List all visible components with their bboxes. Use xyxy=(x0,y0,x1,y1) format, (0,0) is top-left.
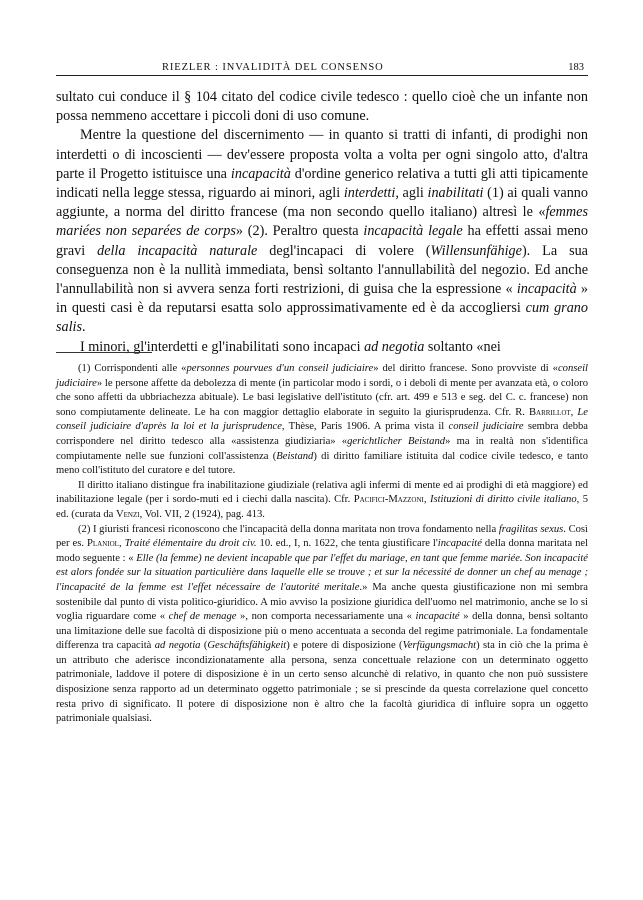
footnote-1-continued: Il diritto italiano distingue fra inabilitazione giudiziale (relativa agli infermi di mente ed ai prodighi di età maggiore) ed inabilitazione legale (per i sordo-muti ed i ciechi dalla nascita). Cfr. Pacifici-Mazzoni, Istituzioni di diritto civile italiano, 5 ed. (curata da Venzi, Vol. VII, 2 (1924), pag. 413. xyxy=(56,479,589,520)
paragraph-1: sultato cui conduce il § 104 citato del codice civile tedesco : quello cioè che un infante non possa nemmeno accettare i piccoli doni di uso comune. xyxy=(56,89,588,125)
footnote-1: (1) Corrispondenti alle «personnes pourvues d'un conseil judiciaire» del diritto francese. Sono provviste di «conseil judiciaire» le persone affette da debolezza di mente (in particolar modo i sordi, o i deboli di mente per avanzata età, o coloro che sono affetti da ubbriachezza abituale). Le basi legislative dell'istituto (cfr. art. 499 e 513 e seg. del C. c. francese) non sono compiutamente delineate. Le ha con maggior dettaglio elaborate in seguito la giurisprudenza. Cfr. R. Barrillot, Le conseil judiciaire d'après la loi et la jurisprudence, Thèse, Paris 1906. A prima vista il conseil judiciaire sembra debba corrispondere nel diritto tedesco alla «assistenza giudiziaria» «gerichtlicher Beistand» ma in realtà non s'identifica compiutamente nelle sue funzioni coll'assistenza (Beistand) di diritto familiare istituita dal codice civile tedesco, e tanto meno coll'istituto del curatore e del tutore. xyxy=(56,363,589,477)
paragraph-2: Mentre la questione del discernimento — in quanto si tratti di infanti, di prodighi non interdetti o di incoscienti — dev'essere proposta volta a volta per ogni singolo atto, d'altra parte il Progetto istituisce una incapacità d'ordine generico relativa a tutti gli atti tipicamente indicati nella legge stessa, riguardo ai minori, agli interdetti, agli inabilitati (1) ai quali vanno aggiunte, a norma del diritto francese (ma non secondo quello italiano) altresì le «femmes mariées non separées de corps» (2). Peraltro questa incapacità legale ha effetti assai meno gravi della incapacità naturale degl'incapaci di volere (Willensunfähige). La sua conseguenza non è la nullità immediata, bensì soltanto l'annullabilità del negozio. Ed anche l'annullabilità non si avvera senza forti restrizioni, di guisa che la espressione « incapacità » in questi casi è da reputarsi esatta solo approssimativamente ed è da accogliersi cum grano salis. xyxy=(56,127,589,336)
footnotes xyxy=(56,362,588,727)
footnote-divider xyxy=(56,352,152,353)
running-header xyxy=(56,56,588,76)
page-number: 183 xyxy=(568,62,584,73)
paragraph-3: I minori, gl'interdetti e gl'inabilitati sono incapaci ad negotia soltanto «nei xyxy=(80,338,501,355)
footnote-2: (2) I giuristi francesi riconoscono che l'incapacità della donna maritata non trova fondamento nella fragilitas sexus. Così per es. Planiol, Traité élémentaire du droit civ. 10. ed., I, n. 1622, che tenta giustificare l'incapacité della donna maritata nel modo seguente : « Elle (la femme) ne devient incapable que par l'effet du mariage, en tant que femme mariée. Son incapacité est alors fondée sur la situation particulière dans laquelle elle se trouve ; et sur la nécessité de donner un chef au menage ; l'incapacité de la femme est l'effet nécessaire de l'autorité meritale.» Ma anche questa giustificazione non mi sembra sostenibile dal punto di vista politico-giuridico. A mio avviso la posizione giuridica dell'uomo nel matrimonio, anche se lo si voglia riguardare come « chef de menage », non comporta necessariamente una « incapacité » della donna, bensì soltanto una limitazione delle sue facoltà di disposizione più o meno accentuata a seconda del regime patrimoniale. La fondamentale differenza tra capacità ad negotia (Geschäftsfähigkeit) e potere di disposizione (Verfügungsmacht) sta in ciò che la prima è un attributo che aderisce incondizionatamente alla persona, senza concettuale relazione con un determinato oggetto patrimoniale, laddove il potere di disposizione è in un certo senso alcunchè di relativo, in quanto che non può sussistere disposizione senza rapporto ad un determinato oggetto patrimoniale ; se si prescinde da questa correlazione quel concetto resta privo di significato. Il potere di disposizione non è altro che la facoltà giuridica di influire sopra un oggetto patrimoniale qualsiasi. xyxy=(56,523,589,725)
running-title: RIEZLER : INVALIDITÀ DEL CONSENSO xyxy=(162,62,384,73)
main-text xyxy=(56,88,588,357)
